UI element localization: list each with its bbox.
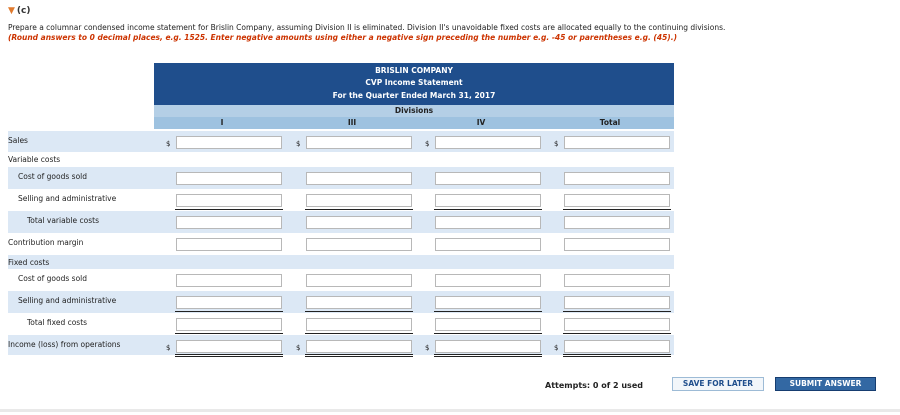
part-label: (c) bbox=[16, 6, 31, 16]
row-label-income-from-operations: Income (loss) from operations bbox=[8, 340, 121, 349]
fixed-cogs-iii-input[interactable] bbox=[306, 274, 412, 287]
variable-cogs-iii-input[interactable] bbox=[306, 172, 412, 185]
sales-iv-input[interactable] bbox=[435, 136, 541, 149]
underline bbox=[305, 311, 413, 312]
row-total-fixed-costs bbox=[8, 313, 674, 335]
row-label-variable-selling-admin: Selling and administrative bbox=[18, 194, 117, 203]
total-variable-costs-iii-input[interactable] bbox=[306, 216, 412, 229]
col-header-iv: IV bbox=[476, 118, 486, 127]
col-header-total: Total bbox=[599, 118, 621, 127]
row-total-variable-costs bbox=[8, 211, 674, 233]
underline bbox=[305, 209, 413, 210]
row-variable-selling-admin bbox=[8, 189, 674, 211]
double-underline bbox=[434, 354, 542, 357]
variable-selling-admin-iii-input[interactable] bbox=[306, 194, 412, 207]
dollar-sign: $ bbox=[554, 140, 559, 148]
row-label-total-fixed-costs: Total fixed costs bbox=[27, 318, 88, 327]
income-statement-table bbox=[8, 63, 674, 355]
double-underline bbox=[175, 354, 283, 357]
dollar-sign: $ bbox=[425, 344, 430, 352]
part-heading[interactable] bbox=[8, 6, 30, 16]
row-contribution-margin bbox=[8, 233, 674, 255]
row-label-variable-costs: Variable costs bbox=[8, 155, 61, 164]
variable-selling-admin-total-input[interactable] bbox=[564, 194, 670, 207]
row-label-fixed-costs: Fixed costs bbox=[8, 258, 50, 267]
row-label-total-variable-costs: Total variable costs bbox=[27, 216, 100, 225]
income-from-operations-iii-input[interactable] bbox=[306, 340, 412, 353]
underline bbox=[434, 333, 542, 334]
double-underline bbox=[305, 354, 413, 357]
total-variable-costs-total-input[interactable] bbox=[564, 216, 670, 229]
row-sales bbox=[8, 131, 674, 152]
col-header-iii: III bbox=[347, 118, 357, 127]
underline bbox=[305, 333, 413, 334]
underline bbox=[175, 311, 283, 312]
underline bbox=[563, 333, 671, 334]
double-underline bbox=[563, 354, 671, 357]
contribution-margin-iii-input[interactable] bbox=[306, 238, 412, 251]
fixed-selling-admin-total-input[interactable] bbox=[564, 296, 670, 309]
total-variable-costs-iv-input[interactable] bbox=[435, 216, 541, 229]
underline bbox=[563, 209, 671, 210]
contribution-margin-iv-input[interactable] bbox=[435, 238, 541, 251]
row-label-variable-cogs: Cost of goods sold bbox=[18, 172, 88, 181]
fixed-selling-admin-i-input[interactable] bbox=[176, 296, 282, 309]
question-prompt: Prepare a columnar condensed income statement for Brislin Company, assuming Division II is eliminated. Division II's unavoidable fixed costs are allocated equally to the continuing divisions. bbox=[8, 23, 726, 32]
underline bbox=[175, 209, 283, 210]
collapse-triangle-icon[interactable]: ▼ bbox=[8, 6, 15, 16]
row-variable-costs bbox=[8, 152, 674, 167]
total-fixed-costs-i-input[interactable] bbox=[176, 318, 282, 331]
underline bbox=[175, 333, 283, 334]
fixed-cogs-total-input[interactable] bbox=[564, 274, 670, 287]
row-label-fixed-cogs: Cost of goods sold bbox=[18, 274, 88, 283]
underline bbox=[563, 311, 671, 312]
total-variable-costs-i-input[interactable] bbox=[176, 216, 282, 229]
row-fixed-cogs bbox=[8, 269, 674, 291]
fixed-selling-admin-iii-input[interactable] bbox=[306, 296, 412, 309]
sales-i-input[interactable] bbox=[176, 136, 282, 149]
dollar-sign: $ bbox=[296, 344, 301, 352]
fixed-selling-admin-iv-input[interactable] bbox=[435, 296, 541, 309]
income-from-operations-i-input[interactable] bbox=[176, 340, 282, 353]
underline bbox=[434, 209, 542, 210]
divisions-label: Divisions bbox=[394, 106, 434, 115]
statement-period: For the Quarter Ended March 31, 2017 bbox=[332, 91, 496, 100]
dollar-sign: $ bbox=[166, 344, 171, 352]
total-fixed-costs-iii-input[interactable] bbox=[306, 318, 412, 331]
row-label-fixed-selling-admin: Selling and administrative bbox=[18, 296, 117, 305]
row-fixed-costs bbox=[8, 255, 674, 269]
dollar-sign: $ bbox=[166, 140, 171, 148]
fixed-cogs-i-input[interactable] bbox=[176, 274, 282, 287]
income-from-operations-total-input[interactable] bbox=[564, 340, 670, 353]
row-label-sales: Sales bbox=[8, 136, 28, 145]
variable-cogs-i-input[interactable] bbox=[176, 172, 282, 185]
variable-selling-admin-i-input[interactable] bbox=[176, 194, 282, 207]
attempts-counter: Attempts: 0 of 2 used bbox=[545, 381, 643, 390]
row-variable-cogs bbox=[8, 167, 674, 189]
variable-cogs-iv-input[interactable] bbox=[435, 172, 541, 185]
underline bbox=[434, 311, 542, 312]
col-header-i: I bbox=[220, 118, 224, 127]
row-income-from-operations bbox=[8, 335, 674, 355]
variable-cogs-total-input[interactable] bbox=[564, 172, 670, 185]
sales-iii-input[interactable] bbox=[306, 136, 412, 149]
submit-answer-button[interactable]: SUBMIT ANSWER bbox=[775, 377, 876, 391]
company-name: BRISLIN COMPANY bbox=[375, 66, 453, 75]
dollar-sign: $ bbox=[425, 140, 430, 148]
fixed-cogs-iv-input[interactable] bbox=[435, 274, 541, 287]
contribution-margin-total-input[interactable] bbox=[564, 238, 670, 251]
total-fixed-costs-total-input[interactable] bbox=[564, 318, 670, 331]
row-fixed-selling-admin bbox=[8, 291, 674, 313]
income-from-operations-iv-input[interactable] bbox=[435, 340, 541, 353]
sales-total-input[interactable] bbox=[564, 136, 670, 149]
contribution-margin-i-input[interactable] bbox=[176, 238, 282, 251]
row-label-contribution-margin: Contribution margin bbox=[8, 238, 84, 247]
statement-title: CVP Income Statement bbox=[365, 78, 463, 87]
total-fixed-costs-iv-input[interactable] bbox=[435, 318, 541, 331]
rounding-hint: (Round answers to 0 decimal places, e.g. 1525. Enter negative amounts using either a negative sign preceding the number e.g. -45 or parentheses e.g. (45).) bbox=[8, 33, 678, 42]
dollar-sign: $ bbox=[296, 140, 301, 148]
save-for-later-button[interactable]: SAVE FOR LATER bbox=[672, 377, 764, 391]
dollar-sign: $ bbox=[554, 344, 559, 352]
variable-selling-admin-iv-input[interactable] bbox=[435, 194, 541, 207]
